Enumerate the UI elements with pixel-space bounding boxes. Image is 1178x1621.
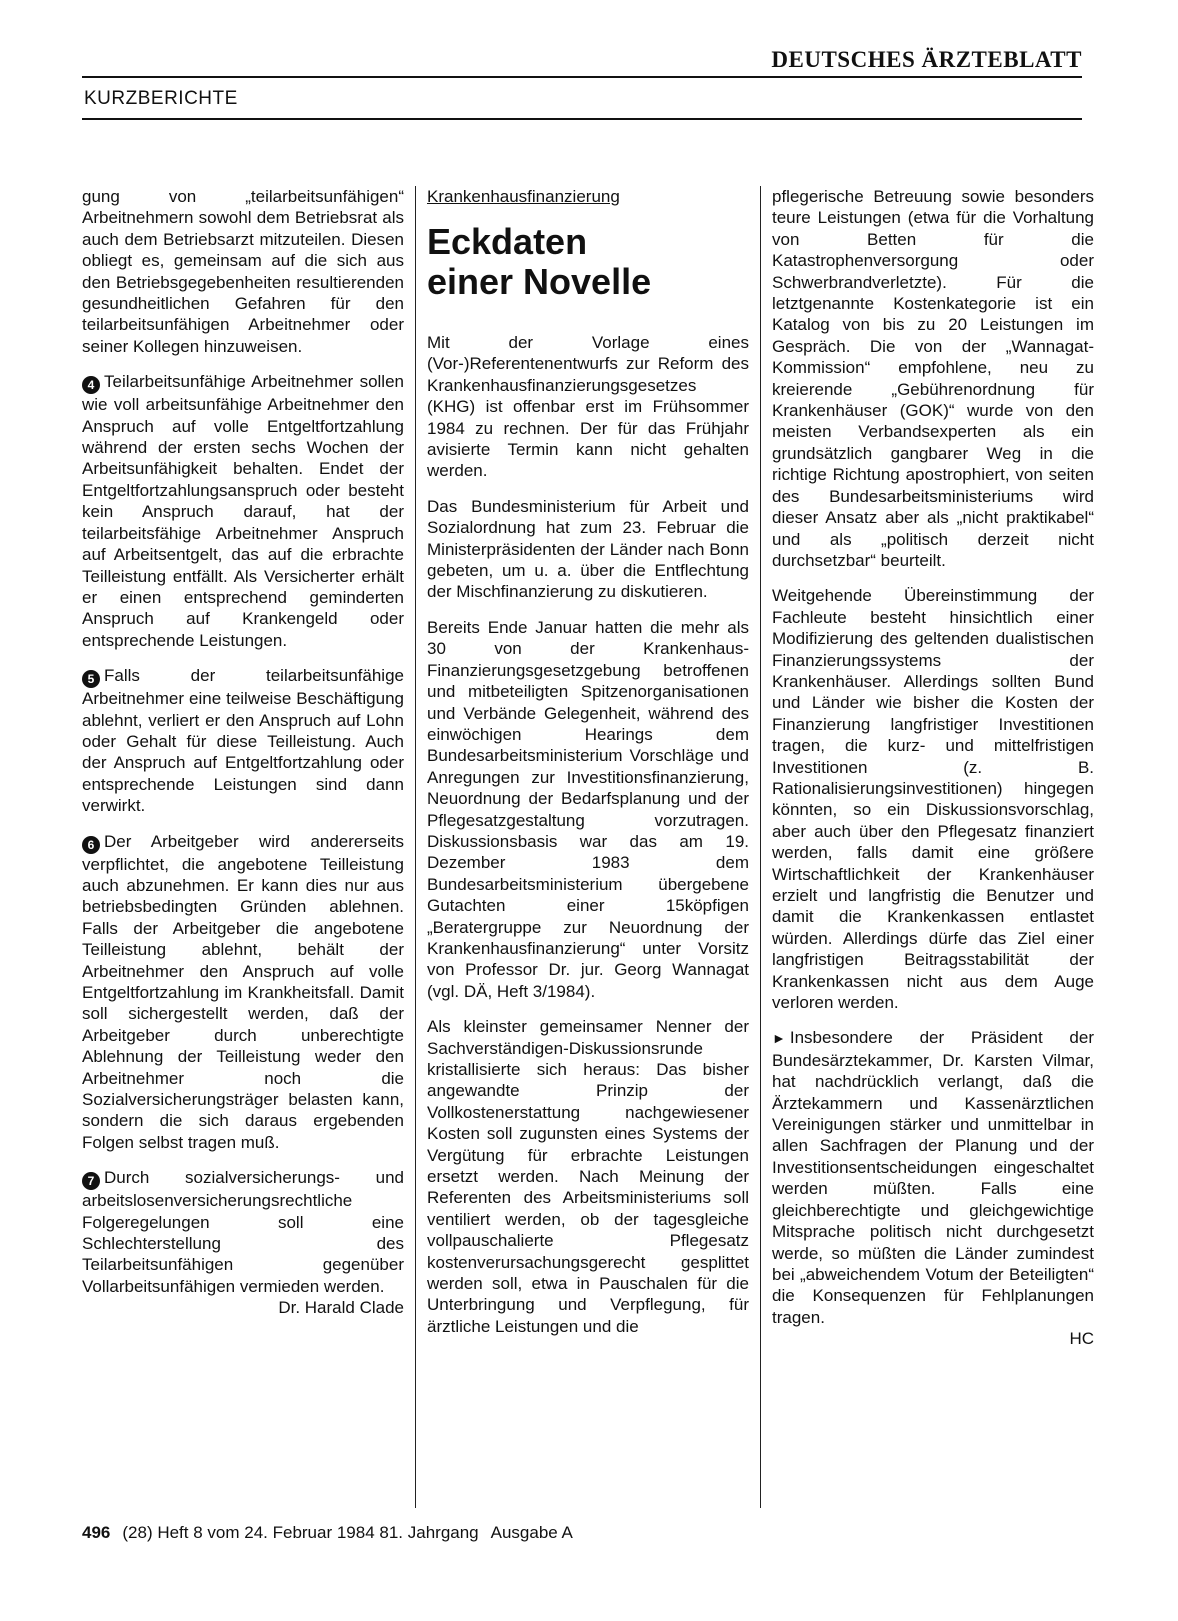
paragraph-text: Durch sozialversicherungs- und arbeitslosenversicherungsrechtliche Folgeregelungen soll eine Schlechterstellung des Teilarbeitsunfähigen gegenüber Vollarbeitsunfähigen vermieden werden. [82, 1168, 404, 1296]
page-number: 496 [82, 1523, 111, 1542]
author-signature: HC [1069, 1329, 1094, 1349]
header-rule-top [82, 76, 1082, 78]
paragraph: Das Bundesministerium für Arbeit und Sozialordnung hat zum 23. Februar die Ministerpräsidenten der Länder nach Bonn gebeten, um u. a. über die Entflechtung der Mischfinanzierung zu diskutieren. [427, 496, 749, 602]
paragraph-text: Der Arbeitgeber wird andererseits verpflichtet, die angebotene Teilleistung auch abzunehmen. Er kann dies nur aus betriebsbedingten Gründen ablehnen. Falls der Arbeitgeber die angebotene Teilleistung ablehnt, behält der Arbeitnehmer den Anspruch auf volle Entgeltfortzahlung im Krankheitsfall. Damit soll sichergestellt werden, daß der Arbeitgeber durch unberechtigte Ablehnung der Teilleistung weder den Arbeitnehmer noch die Sozialversicherungsträger belasten kann, sondern die sich daraus ergebenden Folgen selbst tragen muß. [82, 831, 404, 1152]
author-signature: Dr. Harald Clade [278, 1298, 404, 1318]
column-1 [82, 186, 404, 1319]
paragraph: Weitgehende Übereinstimmung der Fachleute besteht hinsichtlich einer Modifizierung des geltenden dualistischen Finanzierungssystems der Krankenhäuser. Allerdings sollten Bund und Länder wie bisher die Kosten der Finanzierung langfristiger Investitionen tragen, die kurz- und mittelfristigen Investitionen (z. B. Rationalisierungsinvestitionen) hingegen könnten, so ein Diskussionsvorschlag, aber auch über den Pflegesatz finanziert werden, falls damit eine größere Wirtschaftlichkeit der Krankenhäuser erzielt und langfristig die Benutzer und damit die Krankenkassen entlastet würden. Allerdings dürfe das Ziel einer langfristigen Beitragsstabilität der Krankenkassen nicht aus dem Auge verloren werden. [772, 586, 1094, 1013]
paragraph-item-7 [82, 1167, 404, 1297]
article-headline [427, 222, 749, 302]
paragraph-highlight [772, 1027, 1094, 1328]
number-4-icon: 4 [82, 376, 100, 394]
paragraph-text: Falls der teilarbeitsunfähige Arbeitnehmer eine teilweise Beschäftigung ablehnt, verliert er den Anspruch auf Lohn oder Gehalt für diese Teilleistung. Auch der Anspruch auf Entgeltfortzahlung oder entsprechende Leistungen sind dann verwirkt. [82, 666, 404, 816]
page-footer [82, 1522, 573, 1544]
issue-info: (28) Heft 8 vom 24. Februar 1984 81. Jahrgang [122, 1523, 479, 1542]
column-divider-2 [760, 186, 761, 1508]
masthead: DEUTSCHES ÄRZTEBLATT [771, 47, 1082, 72]
headline-line-2: einer Novelle [427, 261, 652, 302]
lead-paragraph: Mit der Vorlage eines (Vor-)Referentenentwurfs zur Reform des Krankenhausfinanzierungsgesetzes (KHG) ist offenbar erst im Frühsommer 1984 zu rechnen. Der für das Frühjahr avisierte Termin kann nicht gehalten werden. [427, 333, 749, 481]
section-label: KURZBERICHTE [84, 88, 238, 109]
signature-line [82, 1297, 404, 1318]
paragraph-item-6 [82, 831, 404, 1154]
paragraph: Bereits Ende Januar hatten die mehr als 30 von der Krankenhaus-Finanzierungsgesetzgebung betroffenen und mitbeteiligten Spitzenorganisationen und Verbände Gelegenheit, während des einwöchigen Hearings dem Bundesarbeitsministerium Vorschläge und Anregungen zur Investitionsfinanzierung, Neuordnung der Bedarfsplanung und der Pflegesatzgestaltung vorzutragen. Diskussionsbasis war das am 19. Dezember 1983 dem Bundesarbeitsministerium übergebene Gutachten einer 15köpfigen „Beratergruppe zur Neuordnung der Krankenhausfinanzierung“ unter Vorsitz von Professor Dr. jur. Georg Wannagat (vgl. DÄ, Heft 3/1984). [427, 617, 749, 1001]
article-kicker: Krankenhausfinanzierung [427, 187, 620, 206]
number-6-icon: 6 [82, 836, 100, 854]
column-2 [427, 186, 749, 1351]
signature-line [772, 1328, 1094, 1349]
paragraph-text: Teilarbeitsunfähige Arbeitnehmer sollen wie voll arbeitsunfähige Arbeitnehmer den Anspruch auf volle Entgeltfortzahlung während der ersten sechs Wochen der Arbeitsunfähigkeit behalten. Endet der Entgeltfortzahlungsanspruch oder besteht kein Anspruch darauf, hat der teilarbeitsfähige Arbeitnehmer Anspruch auf Arbeitsentgelt, das auf die erbrachte Teilleistung entfällt. Als Versicherter erhält er einen entsprechend geminderten Anspruch auf Krankengeld oder entsprechende Leistungen. [82, 372, 404, 650]
headline-line-1: Eckdaten [427, 221, 588, 262]
paragraph-item-4 [82, 371, 404, 651]
triangle-arrow-icon: ► [772, 1030, 786, 1047]
paragraph: pflegerische Betreuung sowie besonders teure Leistungen (etwa für die Vorhaltung von Betten für die Katastrophenversorgung oder Schwerbrandverletzte). Für die letztgenannte Kostenkategorie ist ein Katalog von bis zu 20 Leistungen im Gespräch. Die von der „Wannagat-Kommission“ empfohlene, neu zu kreierende „Gebührenordnung für Krankenhäuser (GOK)“ wurde von den meisten Verbandsexperten als ein grundsätzlich gangbarer Weg in die richtige Richtung apostrophiert, von seiten des Bundesarbeitsministeriums wird dieser Ansatz aber als „nicht praktikabel“ und als „politisch derzeit nicht durchsetzbar“ beurteilt. [772, 187, 1094, 570]
paragraph-item-5 [82, 665, 404, 816]
number-5-icon: 5 [82, 670, 100, 688]
column-divider-1 [415, 186, 416, 1508]
number-7-icon: 7 [82, 1172, 100, 1190]
edition-label: Ausgabe A [490, 1523, 573, 1542]
header-rule-bottom [82, 118, 1082, 120]
column-3 [772, 186, 1094, 1350]
paragraph-text: Insbesondere der Präsident der Bundesärztekammer, Dr. Karsten Vilmar, hat nachdrücklich verlangt, daß die Ärztekammern und Kassenärztlichen Vereinigungen stärker und unmittelbar in allen Sachfragen der Planung und der Investitionsentscheidungen eingeschaltet werden müßten. Falls eine gleichberechtigte und gleichgewichtige Mitsprache politisch nicht durchgesetzt werde, so müßten die Länder zumindest bei „abweichendem Votum der Beteiligten“ die Konsequenzen für Fehlplanungen tragen. [772, 1028, 1094, 1327]
paragraph: gung von „teilarbeitsunfähigen“ Arbeitnehmern sowohl dem Betriebsrat als auch dem Betriebsarzt mitzuteilen. Diesen obliegt es, gemeinsam auf die sich aus den Betriebsgegebenheiten resultierenden gesundheitlichen Gefahren für den teilarbeitsunfähigen Arbeitnehmer oder seiner Kollegen hinzuweisen. [82, 187, 404, 356]
paragraph: Als kleinster gemeinsamer Nenner der Sachverständigen-Diskussionsrunde kristallisierte sich heraus: Das bisher angewandte Prinzip der Vollkostenerstattung nachgewiesener Kosten soll zugunsten eines Systems der Vergütung für erbrachte Leistungen ersetzt werden. Nach Meinung der Referenten des Arbeitsministeriums soll ventiliert werden, ob der tagesgleiche vollpauschalierte Pflegesatz kostenverursachungsgerecht gesplittet werden soll, etwa in Pauschalen für die Unterbringung und Verpflegung, für ärztliche Leistungen und die [427, 1017, 749, 1336]
